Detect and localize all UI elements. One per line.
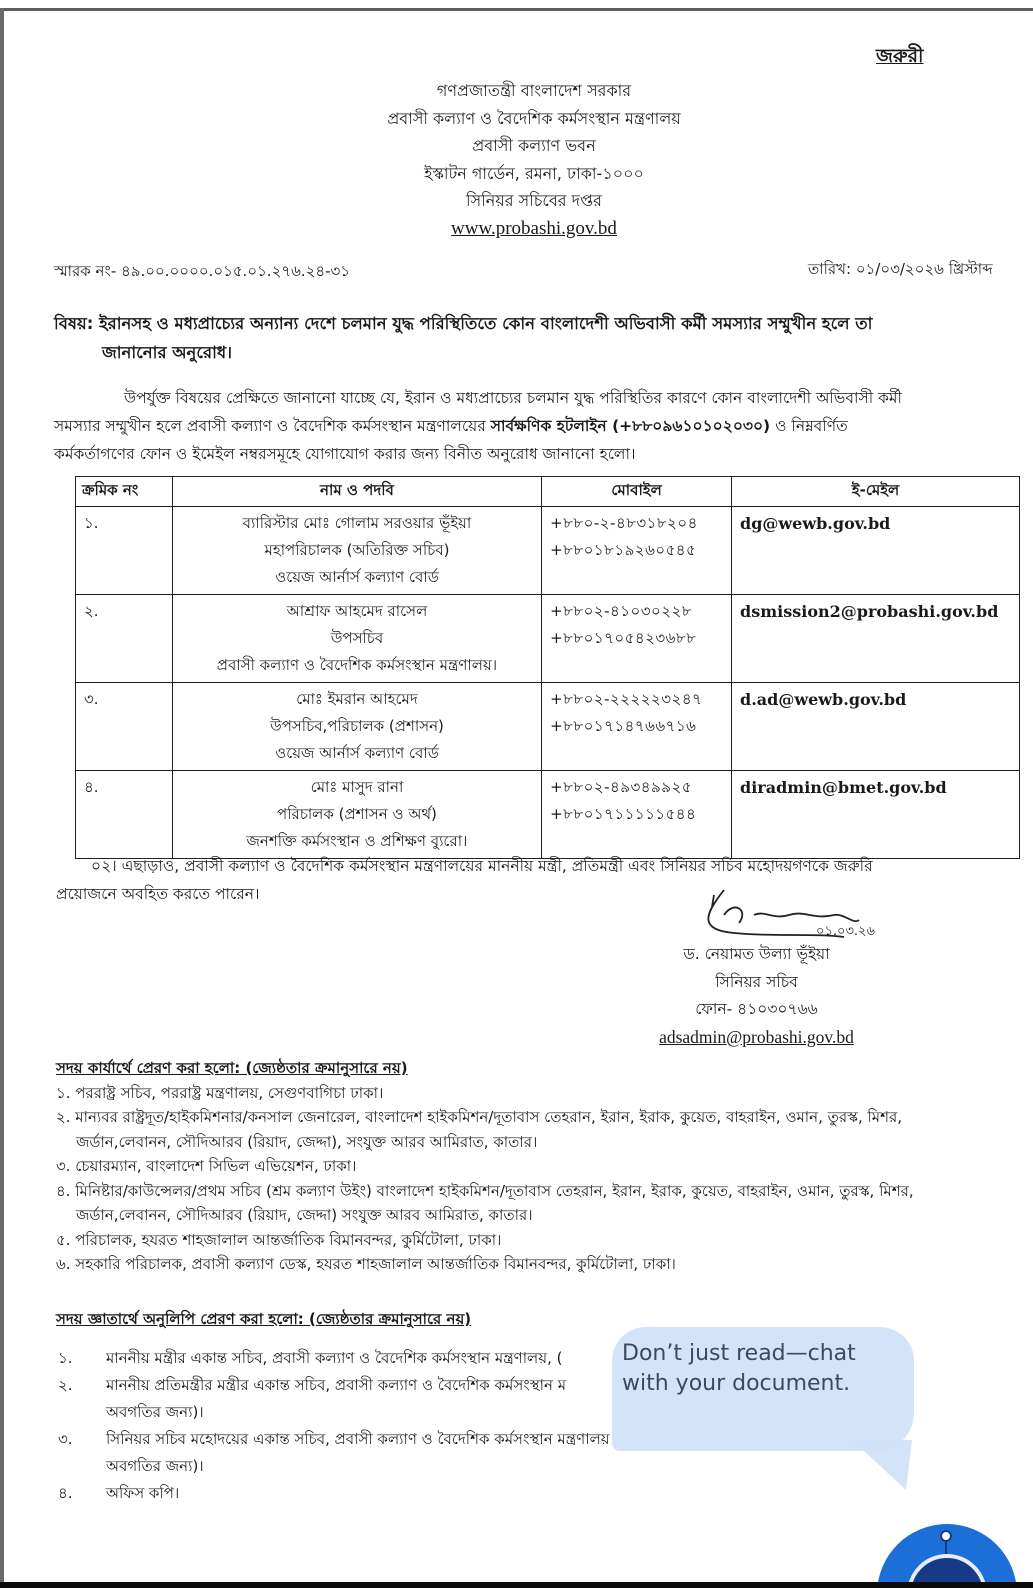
officer-office: জনশক্তি কর্মসংস্থান ও প্রশিক্ষণ ব্যুরো। [246,832,468,850]
list-number: ৩. [58,1430,73,1448]
mobile-number: +৮৮০১৭১১১১১৫৪৪ [550,805,697,823]
list-text-line: মাননীয় প্রতিমন্ত্রীর মন্ত্রীর একান্ত সচিব, প্রবাসী কল্যাণ ও বৈদেশিক কর্মসংস্থান ম [106,1376,567,1394]
hotline-number: সার্বক্ষণিক হটলাইন (+৮৮০৯৬১০১০২০৩০) [490,417,771,435]
officer-name: ব্যারিস্টার মোঃ গোলাম সরওয়ার ভূঁইয়া [242,514,472,532]
list-text: মাননীয় মন্ত্রীর একান্ত সচিব, প্রবাসী কল্যাণ ও বৈদেশিক কর্মসংস্থান মন্ত্রণালয়, ( [106,1349,563,1367]
list-item: ৩. চেয়ারম্যান, বাংলাদেশ সিভিল এভিয়েশন, ঢাকা। [56,1157,357,1175]
officer-designation: পরিচালক (প্রশাসন ও অর্থ) [277,805,437,823]
list-item-continuation: জর্ডান,লেবানন, সৌদিআরব (রিয়াদ, জেদ্দা), সংযুক্ত আরব আমিরাত, কাতার। [76,1132,538,1151]
officer-office: প্রবাসী কল্যাণ ও বৈদেশিক কর্মসংস্থান মন্ত্রণালয়। [216,656,498,674]
serial-cell: ১. [76,507,173,595]
officer-office: ওয়েজ আর্নার্স কল্যাণ বোর্ড [275,744,439,762]
list-number: ৪. [58,1484,73,1502]
list-text-line: অবগতির জন্য)। [106,1457,204,1475]
officer-designation: উপসচিব [330,629,384,647]
website-link[interactable]: www.probashi.gov.bd [451,217,617,239]
phone-number: +৮৮০-২-৪৮৩১৮২০৪ [550,514,698,532]
list-number: ২. [58,1376,73,1394]
table-row [76,507,1020,595]
name-cell [172,507,541,595]
document-date: তারিখ: ০১/০৩/২০২৬ খ্রিস্টাব্দ [808,260,993,278]
contacts-table [75,476,1020,859]
officer-name: মোঃ মাসুদ রানা [310,778,404,796]
letterhead-line: প্রবাসী কল্যাণ ভবন [472,136,596,155]
letterhead-line: ইস্কাটন গার্ডেন, রমনা, ঢাকা-১০০০ [424,163,644,183]
body-line [54,412,1033,440]
list-item-continuation: জর্ডান,লেবানন, সৌদিআরব (রিয়াদ, জেদ্দা) সংযুক্ত আরব আমিরাত, কাতার। [76,1206,533,1224]
serial-cell: ৪. [76,771,173,859]
list-item: ৪. মিনিষ্টার/কাউন্সেলর/প্রথম সচিব (শ্রম কল্যাণ উইং) বাংলাদেশ হাইকমিশন/দূতাবাস তেহরান, ইরান, ইরাক, কুয়েত, বাহরাইন, ওমান, তুরস্ক, মিশর, [56,1181,914,1200]
officer-designation: মহাপরিচালক (অতিরিক্ত সচিব) [264,541,450,559]
list-number: ১. [58,1349,73,1367]
list-item: ৫. পরিচালক, হযরত শাহজালাল আন্তর্জাতিক বিমানবন্দর, কুর্মিটোলা, ঢাকা। [56,1230,502,1249]
body-paragraph [54,384,1033,468]
list-item: ৬. সহকারি পরিচালক, প্রবাসী কল্যাণ ডেস্ক, হযরত শাহজালাল আন্তর্জাতিক বিমানবন্দর, কুর্মিটোলা, ঢাকা। [56,1255,676,1273]
body-line: উপর্যুক্ত বিষয়ের প্রেক্ষিতে জানানো যাচ্ছে যে, ইরান ও মধ্যপ্রাচ্যের চলমান যুদ্ধ পরিস্থিতির কারণে কোন বাংলাদেশী অভিবাসী কর্মী [124,389,902,407]
mobile-number: +৮৮০১৭০৫৪২৩৬৮৮ [550,629,697,647]
list-item [56,1480,1033,1507]
subject [54,309,1029,367]
header-mobile: মোবাইল [542,477,732,507]
mobile-cell [542,507,732,595]
header-name: নাম ও পদবি [172,477,541,507]
name-cell [172,595,541,683]
robot-antenna-icon [940,1530,952,1542]
serial-cell: ২. [76,595,173,683]
mobile-cell [542,771,732,859]
name-cell [172,683,541,771]
table-row [76,683,1020,771]
bottom-bar [0,1582,1033,1588]
header-email: ই-মেইল [732,477,1020,507]
list-text: অফিস কপি। [106,1484,180,1502]
para-line: ০২। এছাড়াও, প্রবাসী কল্যাণ ও বৈদেশিক কর্মসংস্থান মন্ত্রণালয়ের মাননীয় মন্ত্রী, প্রতিমন্ত্রী এবং সিনিয়র সচিব মহোদয়গণকে জরুরি [91,857,873,875]
phone-number: +৮৮০২-২২২২২৩২৪৭ [550,690,703,708]
email-cell: d.ad@wewb.gov.bd [732,683,1020,771]
list-item: ১. পররাষ্ট্র সচিব, পররাষ্ট্র মন্ত্রণালয়, সেগুণবাগিচা ঢাকা। [56,1083,384,1102]
list-item: ২. মান্যবর রাষ্ট্রদূত/হাইকমিশনার/কনসাল জেনারেল, বাংলাদেশ হাইকমিশন/দূতাবাস তেহরান, ইরান, ইরাক, কুয়েত, বাহরাইন, ওমান, তুরস্ক, মিশর, [56,1108,903,1126]
body-text: ও নিম্নবর্ণিত [770,417,848,435]
phone-number: +৮৮০২-৪১০৩০২২৮ [550,602,693,620]
action-distribution-list [56,1056,1033,1277]
memo-number: স্মারক নং- ৪৯.০০.০০০০.০১৫.০১.২৭৬.২৪-৩১ [54,262,350,280]
signature-date: ০১.০৩.২৬ [816,924,875,939]
phone-number: +৮৮০২-৪৯৩৪৯৯২৫ [550,778,692,796]
officer-name: মোঃ ইমরান আহমেদ [296,690,418,708]
subject-line: জানানোর অনুরোধ। [102,343,233,362]
table-header-row [76,477,1020,507]
table-row [76,595,1020,683]
signatory-title: সিনিয়র সচিব [715,972,798,991]
header-serial: ক্রমিক নং [76,477,173,507]
para-line: প্রয়োজনে অবহিত করতে পারেন। [56,885,260,903]
letterhead-line: সিনিয়র সচিবের দপ্তর [466,191,602,210]
section-title: সদয় কার্যার্থে প্রেরণ করা হলো: (জ্যেষ্ঠতার ক্রমানুসারে নয়) [56,1059,408,1077]
signatory-name: ড. নেয়ামত উল্যা ভূঁইয়া [683,945,830,963]
mobile-cell [542,595,732,683]
chat-prompt-text: Don’t just read—chat [622,1341,856,1366]
signatory-email[interactable]: adsadmin@probashi.gov.bd [659,1026,854,1047]
antenna-stem [945,1542,947,1554]
serial-cell: ৩. [76,683,173,771]
chat-prompt-text: with your document. [622,1371,851,1396]
body-line: কর্মকর্তাগণের ফোন ও ইমেইল নম্বরসমূহে যোগাযোগ করার জন্য বিনীত অনুরোধ জানানো হলো। [54,445,636,463]
letterhead-line: প্রবাসী কল্যাণ ও বৈদেশিক কর্মসংস্থান মন্ত্রণালয় [387,108,681,128]
table-row [76,771,1020,859]
email-cell: dg@wewb.gov.bd [732,507,1020,595]
subject-line: বিষয়: ইরানসহ ও মধ্যপ্রাচ্যের অন্যান্য দেশে চলমান যুদ্ধ পরিস্থিতিতে কোন বাংলাদেশী অভিবাসী কর্মী সমস্যার সম্মুখীন হলে তা [54,314,873,333]
signatory-block [614,941,899,1051]
officer-designation: উপসচিব,পরিচালক (প্রশাসন) [270,717,444,735]
body-text: সমস্যার সম্মুখীন হলে প্রবাসী কল্যাণ ও বৈদেশিক কর্মসংস্থান মন্ত্রণালয়ের [54,417,491,435]
officer-office: ওয়েজ আর্নার্স কল্যাণ বোর্ড [275,568,439,586]
email-cell: diradmin@bmet.gov.bd [732,771,1020,859]
letterhead-line: গণপ্রজাতন্ত্রী বাংলাদেশ সরকার [436,81,632,100]
email-cell: dsmission2@probashi.gov.bd [732,595,1020,683]
urgency-label: জরুরী [876,45,924,67]
list-text-line: সিনিয়র সচিব মহোদয়ের একান্ত সচিব, প্রবাসী কল্যাণ ও বৈদেশিক কর্মসংস্থান মন্ত্রণালয় [106,1430,610,1448]
mobile-number: +৮৮০১৮১৯২৬০৫৪৫ [550,541,697,559]
list-text [106,1372,666,1426]
list-text [106,1426,666,1480]
officer-name: আশ্রাফ আহমেদ রাসেল [286,602,428,620]
letterhead [304,77,764,242]
section-title: সদয় জ্ঞাতার্থে অনুলিপি প্রেরণ করা হলো: (জ্যেষ্ঠতার ক্রমানুসারে নয়) [56,1310,472,1328]
signatory-phone: ফোন- ৪১০৩০৭৬৬ [695,1000,818,1018]
list-text-line: অবগতির জন্য)। [106,1403,204,1421]
chat-prompt-bubble[interactable] [612,1327,914,1451]
mobile-number: +৮৮০১৭১৪৭৬৬৭১৬ [550,717,697,735]
mobile-cell [542,683,732,771]
name-cell [172,771,541,859]
